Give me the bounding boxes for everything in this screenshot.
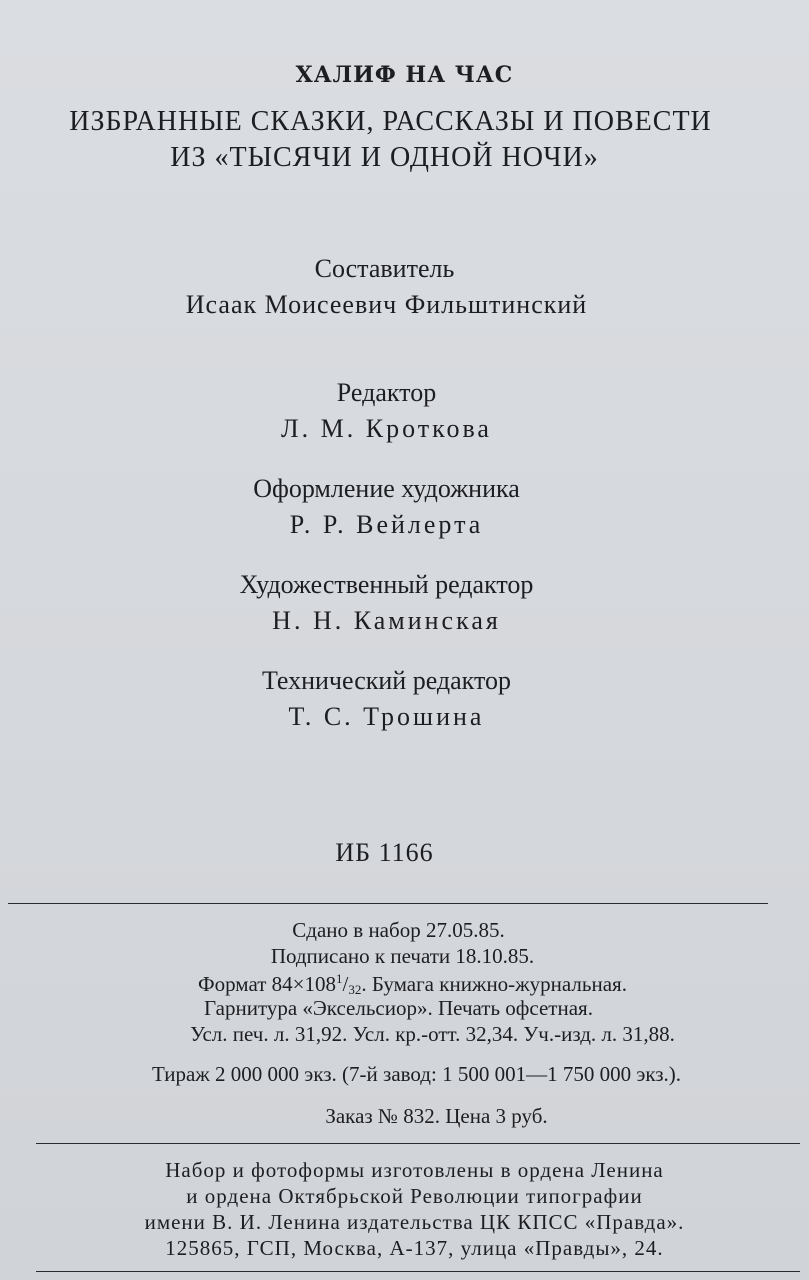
- imprint-sheets: Усл. печ. л. 31,92. Усл. кр.-отт. 32,34. Уч.-изд. л. 31,88.: [190, 1022, 675, 1046]
- bottom-rule: [36, 1143, 800, 1144]
- art-editor-name: Н. Н. Каминская: [272, 606, 501, 635]
- imprint-typeface: Гарнитура «Эксельсиор». Печать офсетная.: [204, 996, 593, 1020]
- design-name: Р. Р. Вейлерта: [289, 510, 484, 539]
- format-suffix: . Бумага книжно-журнальная.: [361, 972, 627, 996]
- footer-rule: [36, 1271, 800, 1272]
- compiler-name: Исаак Моисеевич Фильштинский: [185, 290, 588, 319]
- imprint-format: Формат $84\times 108^1/_{32}$. Бумага книжно-журнальная.: [198, 971, 627, 997]
- imprint-print-run: Тираж 2 000 000 экз. (7-й завод: 1 500 001—1 750 000 экз.).: [151, 1062, 682, 1086]
- art-editor-role: Художественный редактор: [239, 570, 534, 599]
- tech-editor-name: Т. С. Трошина: [288, 702, 485, 731]
- compiler-role: Составитель: [314, 254, 455, 283]
- top-rule: [8, 903, 768, 904]
- printer-line-2: и ордена Октябрьской Революции типографии: [186, 1184, 643, 1208]
- imprint-typeset-date: Сдано в набор 27.05.85.: [292, 918, 505, 942]
- printer-line-1: Набор и фотоформы изготовлены в ордена Ленина: [165, 1158, 664, 1182]
- design-role: Оформление художника: [253, 474, 520, 503]
- tech-editor-role: Технический редактор: [262, 666, 511, 695]
- editor-name: Л. М. Кроткова: [281, 414, 492, 443]
- format-prefix: Формат 84×108: [198, 972, 336, 996]
- ib-number: ИБ 1166: [335, 838, 434, 867]
- book-subtitle-line-1: ИЗБРАННЫЕ СКАЗКИ, РАССКАЗЫ И ПОВЕСТИ: [69, 106, 712, 137]
- format-numerator: 1: [336, 971, 343, 986]
- format-denominator: 32: [348, 982, 362, 997]
- printer-line-4: 125865, ГСП, Москва, А-137, улица «Правды», 24.: [165, 1236, 664, 1260]
- imprint-print-date: Подписано к печати 18.10.85.: [270, 944, 535, 968]
- book-title: ХАЛИФ НА ЧАС: [295, 62, 514, 88]
- imprint-order-price: Заказ № 832. Цена 3 руб.: [325, 1104, 548, 1128]
- book-subtitle-line-2: ИЗ «ТЫСЯЧИ И ОДНОЙ НОЧИ»: [170, 142, 599, 173]
- printer-line-3: имени В. И. Ленина издательства ЦК КПСС «Правда».: [144, 1210, 685, 1234]
- editor-role: Редактор: [336, 378, 437, 407]
